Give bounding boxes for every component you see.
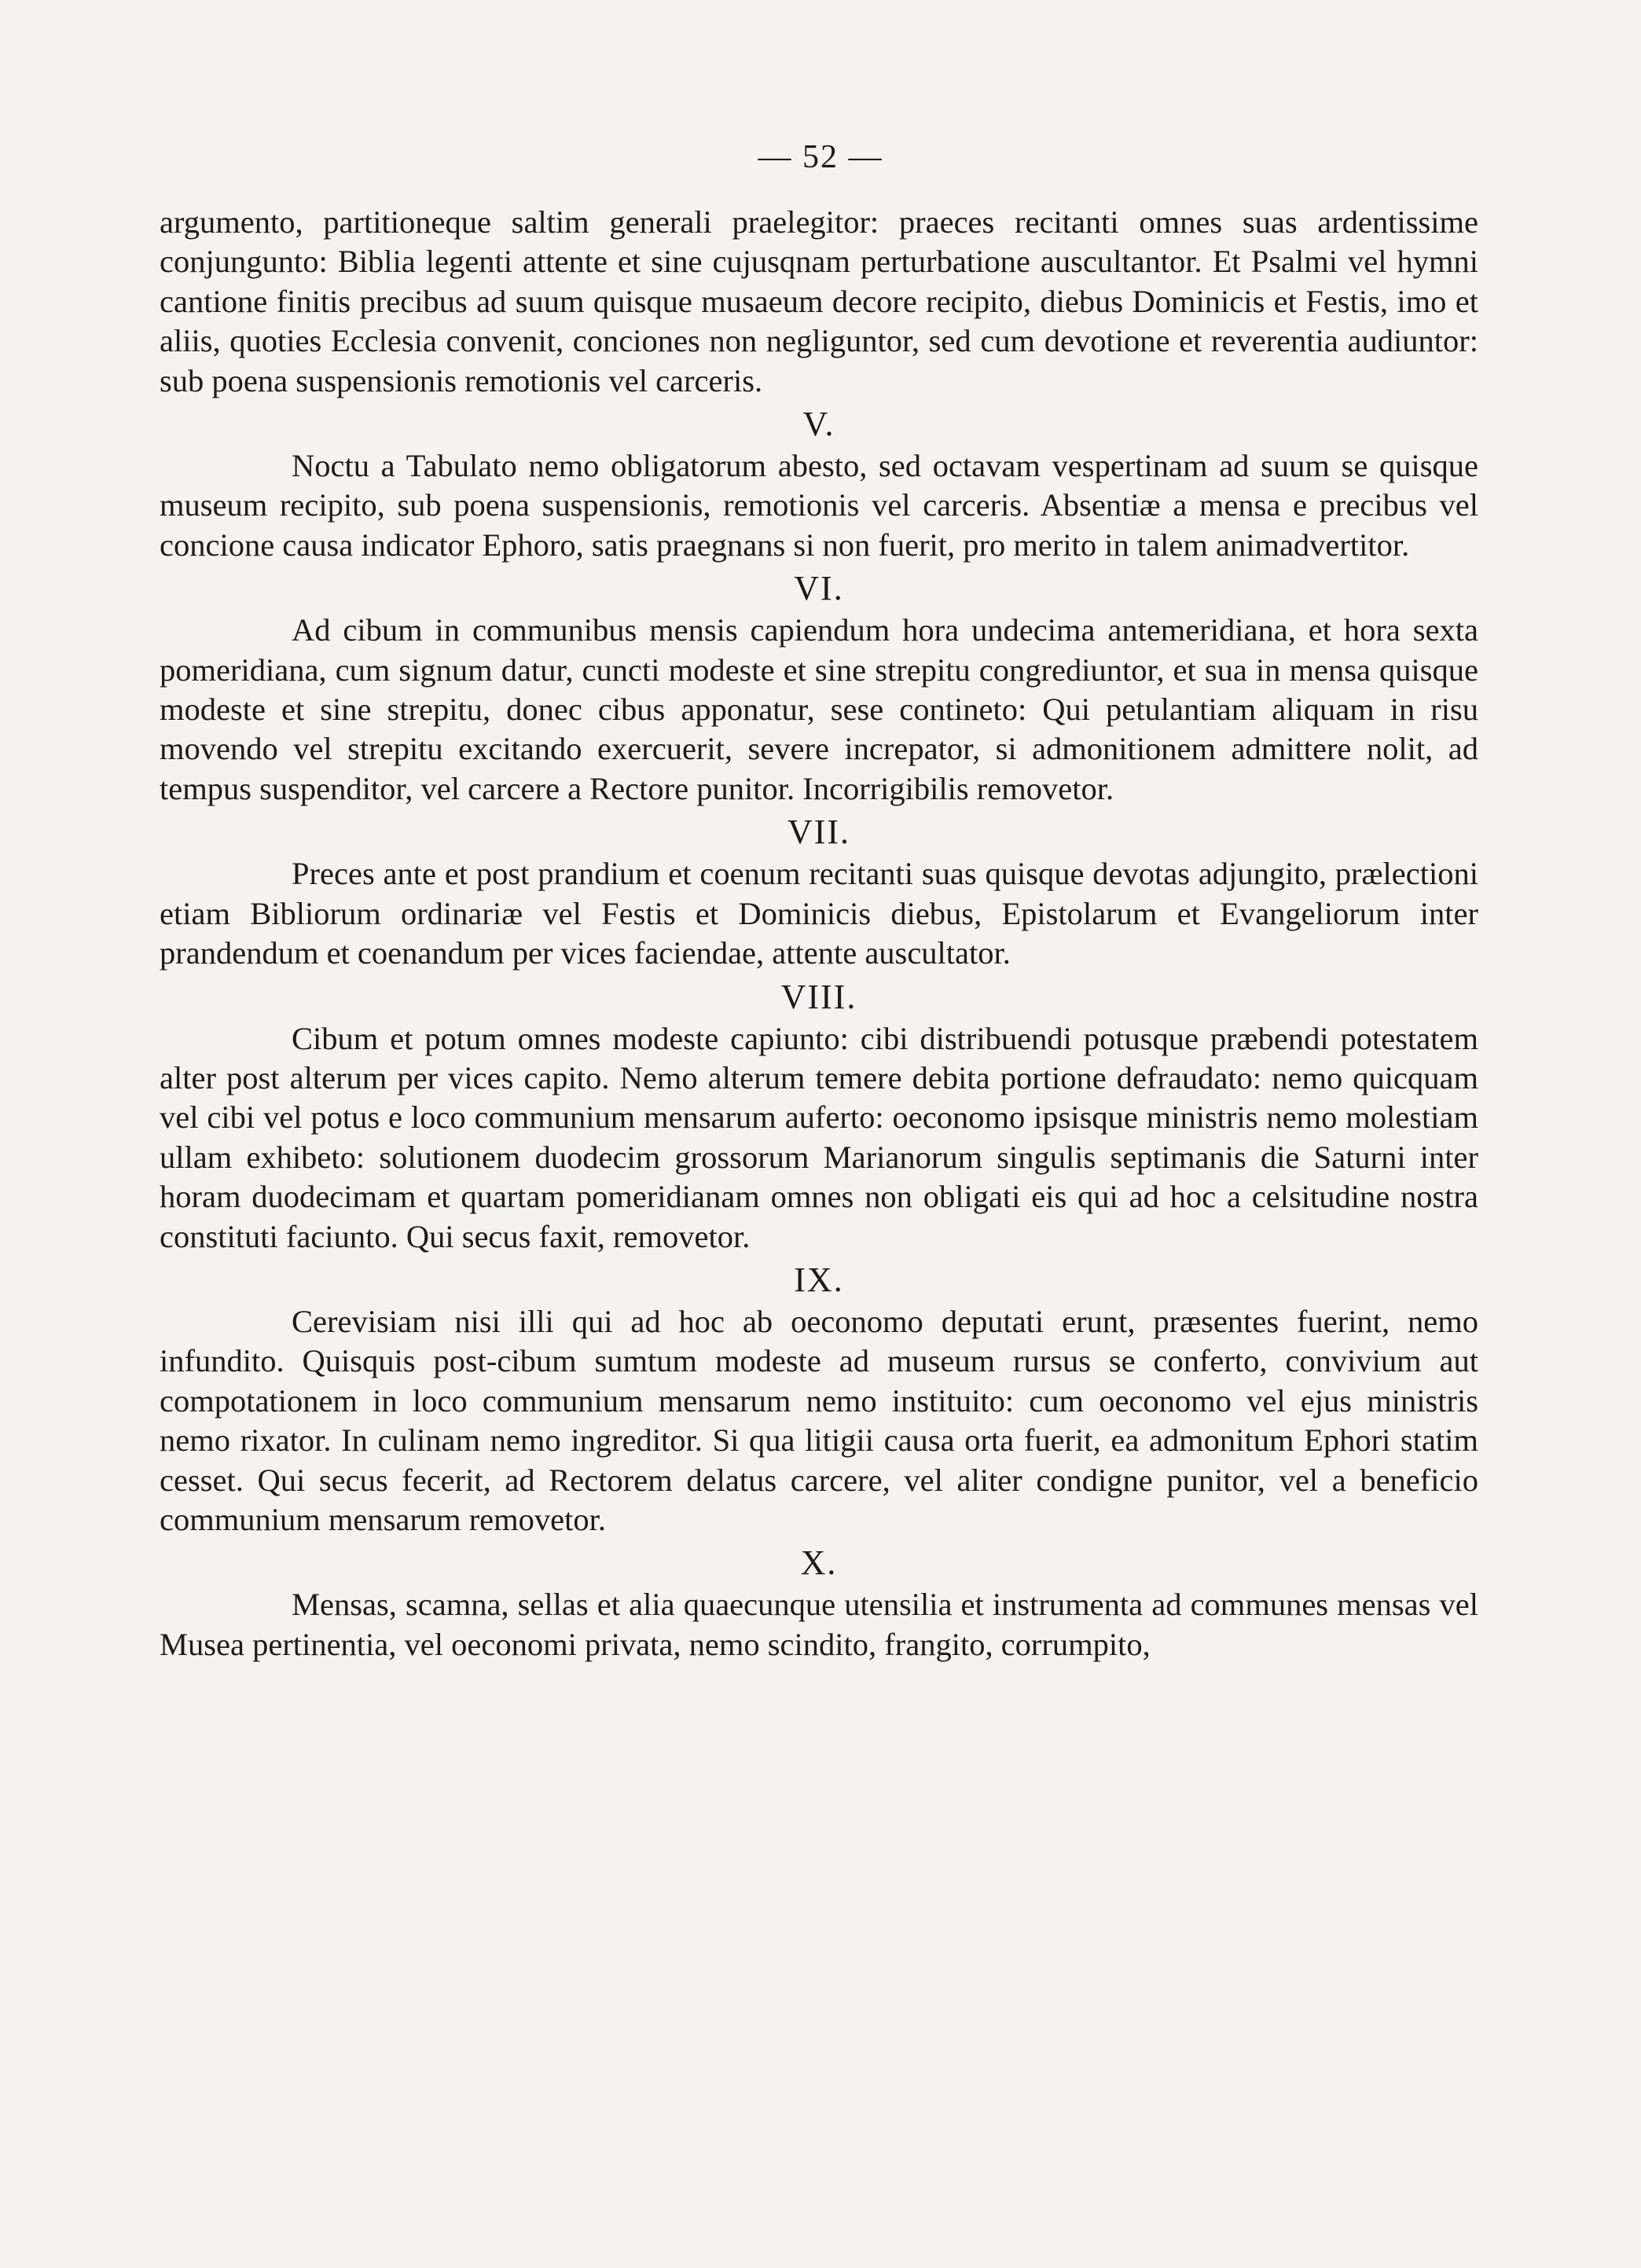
section-heading: X. <box>800 1543 838 1583</box>
section-paragraph: Ad cibum in communibus mensis capiendum hora undecima antemeridiana, et hora sexta pomeridiana, cum signum datur, cuncti modeste et sine strepitu congrediuntor, et sua in mensa quisque modeste et sine strepitu, donec cibus apponatur, sese contineto: Qui petulantiam aliquam in risu movendo vel strepitu excitando exercuerit, severe increpator, si admonitionem admittere nolit, ad tempus suspenditor, vel carcere a Rectore punitor. Incorrigibilis removetor. <box>160 612 1478 806</box>
section-heading: IX. <box>794 1260 844 1299</box>
main-text <box>160 203 1478 1664</box>
section-paragraph: Mensas, scamna, sellas et alia quaecunque utensilia et instrumenta ad communes mensas vel Musea pertinentia, vel oeconomi privata, nemo scindito, frangito, corrumpito, <box>160 1587 1478 1662</box>
section-paragraph: Preces ante et post prandium et coenum recitanti suas quisque devotas adjungito, prælectioni etiam Bibliorum ordinariæ vel Festis et Dominicis diebus, Epistolarum et Evangeliorum inter prandendum et coenandum per vices faciendae, attente auscultator. <box>160 856 1478 971</box>
section-heading: VI. <box>794 569 844 608</box>
section-paragraph: Noctu a Tabulato nemo obligatorum abesto, sed octavam vespertinam ad suum se quisque museum recipito, sub poena suspensionis, remotionis vel carceris. Absentiæ a mensa e precibus vel concione causa indicator Ephoro, satis praegnans si non fuerit, pro merito in talem animadvertitor. <box>160 448 1478 563</box>
section-ix <box>160 1258 1478 1540</box>
page-number: — 52 — <box>758 139 883 175</box>
section-x <box>160 1541 1478 1664</box>
section-heading: VII. <box>787 813 851 852</box>
section-paragraph: Cerevisiam nisi illi qui ad hoc ab oeconomo deputati erunt, præsentes fuerint, nemo infundito. Quisquis post-cibum sumtum modeste ad museum rursus se conferto, convivium aut compotationem in loco communium mensarum nemo instituito: cum oeconomo vel ejus ministris nemo rixator. In culinam nemo ingreditor. Si qua litigii causa orta fuerit, ea admonitum Ephori statim cesset. Qui secus fecerit, ad Rectorem delatus carcere, vel aliter condigne punitor, vel a beneficio communium mensarum removetor. <box>160 1303 1478 1537</box>
section-v <box>160 402 1478 565</box>
section-heading: VIII. <box>780 977 857 1016</box>
section-heading: V. <box>802 405 835 444</box>
section-vi <box>160 567 1478 809</box>
section-vii <box>160 810 1478 973</box>
section-viii <box>160 975 1478 1257</box>
intro-paragraph: argumento, partitioneque saltim generali praelegitor: praeces recitanti omnes suas ardentissime conjungunto: Biblia legenti attente et sine cujusqnam perturbatione auscultantor. Et Psalmi vel hymni cantione finitis precibus ad suum quisque musaeum decore recipito, diebus Dominicis et Festis, imo et aliis, quoties Ecclesia convenit, conciones non negliguntor, sed cum devotione et reverentia audiuntor: sub poena suspensionis remotionis vel carceris. <box>160 204 1478 398</box>
section-paragraph: Cibum et potum omnes modeste capiunto: cibi distribuendi potusque præbendi potestatem alter post alterum per vices capito. Nemo alterum temere debita portione defraudato: nemo quicquam vel cibi vel potus e loco communium mensarum auferto: oeconomo ipsisque ministris nemo molestiam ullam exhibeto: solutionem duodecim grossorum Marianorum singulis septimanis die Saturni inter horam duodecimam et quartam pomeridianam omnes non obligati eis qui ad hoc a celsitudine nostra constituti faciunto. Qui secus faxit, removetor. <box>160 1020 1478 1254</box>
